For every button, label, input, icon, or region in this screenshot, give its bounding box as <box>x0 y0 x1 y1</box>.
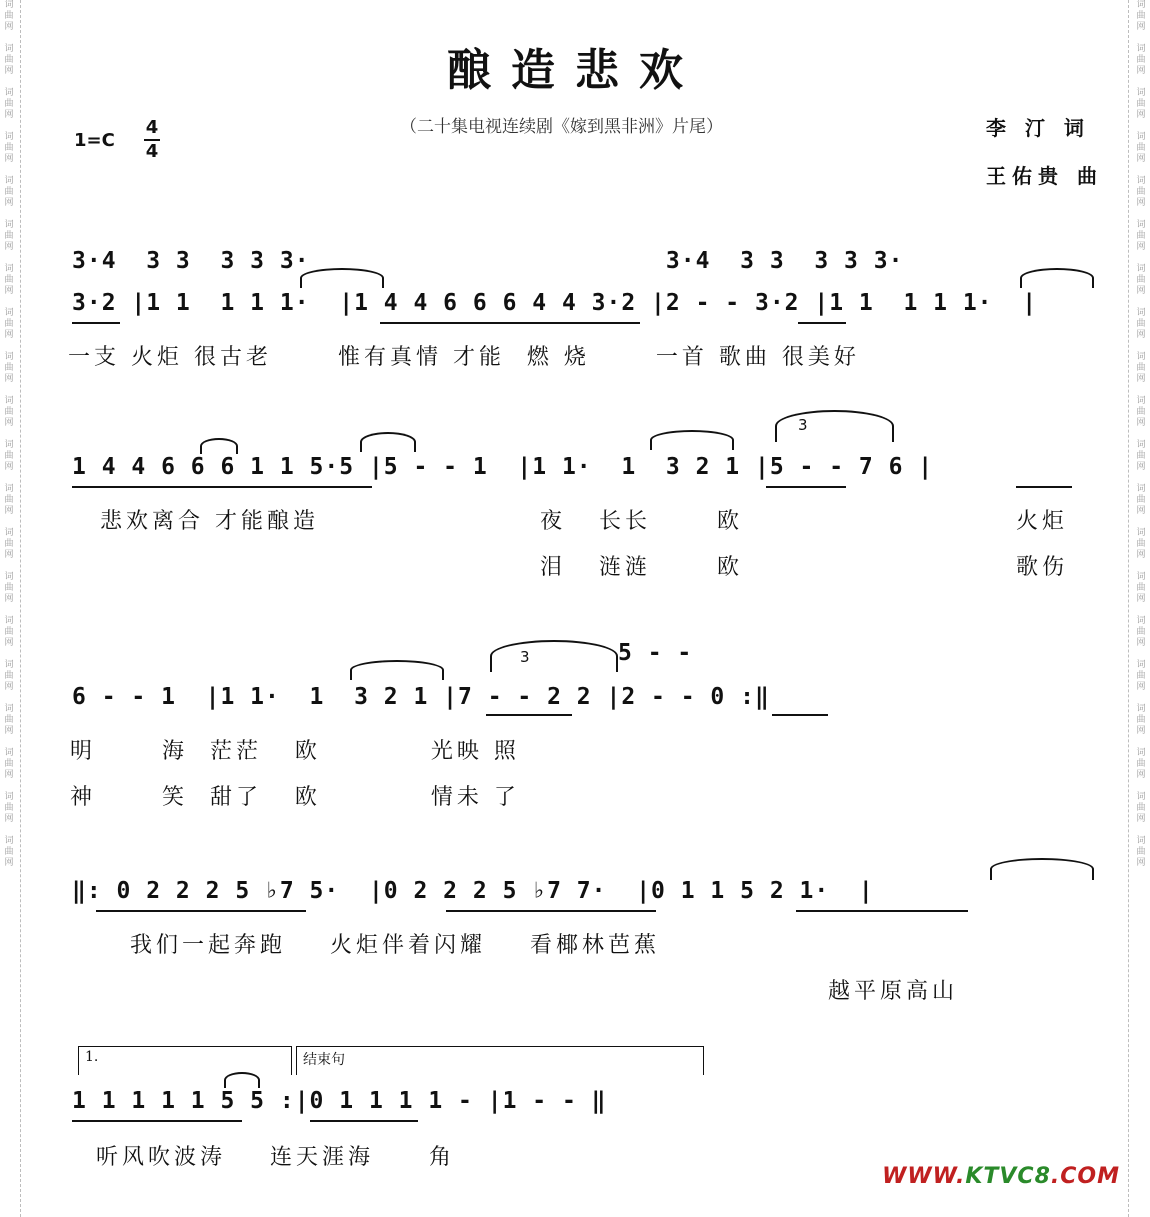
system1-beam <box>380 322 640 324</box>
song-subtitle: （二十集电视连续剧《嫁到黑非洲》片尾） <box>400 117 723 137</box>
system5-notes: 1 1 1 1 1 5 5 :|0 1 1 1 1 - |1 - - ‖ <box>72 1088 607 1114</box>
system1-beam <box>798 322 846 324</box>
system4-beam <box>446 910 656 912</box>
system4-notes: ‖: 0 2 2 2 5 ♭7 5· |0 2 2 2 5 ♭7 7· |0 1 1 5 2 1· | <box>72 878 874 904</box>
system1-lyrics: 一支 火炬 很古老 惟有真情 才能 燃 烧 一首 歌曲 很美好 <box>68 345 860 370</box>
right-border <box>1128 0 1129 1217</box>
system2-lyrics-verse2: 泪 涟涟 欧 <box>540 555 743 580</box>
system5-lyrics: 听风吹波涛 连天涯海 角 <box>96 1145 455 1170</box>
system2-beam <box>72 486 372 488</box>
system2-slur-b <box>360 432 416 452</box>
system2-lyrics-verse1: 夜 长长 欧 <box>540 509 743 534</box>
system3-lyrics-verse2: 神 笑 甜了 欧 情未 了 <box>70 785 520 810</box>
system3-triplet-mark: 3 <box>520 648 534 666</box>
system2-lyrics-end1: 火炬 <box>1016 509 1069 534</box>
system3-upper-notes: 5 - - <box>618 640 693 666</box>
system1-slur-a <box>300 268 384 288</box>
system2-slur-d <box>775 410 894 442</box>
system2-beam <box>1016 486 1072 488</box>
system3-lyrics-verse1: 明 海 茫茫 欧 光映 照 <box>70 739 520 764</box>
system1-beam <box>72 322 120 324</box>
composer-credit: 王佑贵 曲 <box>986 164 1103 188</box>
system4-lyrics-verse2: 越平原高山 <box>828 979 959 1004</box>
song-title: 酿造悲欢 <box>447 45 703 96</box>
system2-lyrics-line1: 悲欢离合 才能酿造 <box>100 509 319 534</box>
left-border <box>20 0 21 1217</box>
side-watermark-left: 词 曲 网 词 曲 网 词 曲 网 词 曲 网 词 曲 网 词 曲 网 词 曲 网 词 曲 网 词 曲 网 词 曲 网 词 曲 网 词 曲 网 词 曲 网 词 曲 网 词 曲 网 词 曲 网 词 曲 网 词 曲 网 词 曲 网 词 曲 网 <box>4 0 14 868</box>
first-ending-bracket <box>78 1046 292 1075</box>
ending-phrase-bracket <box>296 1046 704 1075</box>
system3-notes: 6 - - 1 |1 1· 1 3 2 1 |7 - - 2 2 |2 - - 0 :‖ <box>72 684 770 710</box>
time-numerator: 4 <box>145 117 159 138</box>
system2-notes: 1 4 4 6 6 6 1 1 5·5 |5 - - 1 |1 1· 1 3 2 1 |5 - - 7 6 | <box>72 454 934 480</box>
system3-slur-b <box>490 640 618 672</box>
system4-lyrics-verse1: 我们一起奔跑 火炬伴着闪耀 看椰林芭蕉 <box>130 933 660 958</box>
system2-slur-c <box>650 430 734 450</box>
system5-beam <box>310 1120 418 1122</box>
system5-beam <box>72 1120 242 1122</box>
system4-slur <box>990 858 1094 880</box>
system2-slur-a <box>200 438 238 454</box>
system3-beam <box>486 714 572 716</box>
system3-slur-a <box>350 660 444 680</box>
system3-beam <box>772 714 828 716</box>
system2-triplet-mark: 3 <box>798 416 812 434</box>
system1-slur-b <box>1020 268 1094 288</box>
site-watermark: WWW.KTVC8.COM <box>882 1164 1120 1189</box>
system5-slur <box>224 1072 260 1088</box>
system4-beam <box>96 910 306 912</box>
system1-upper-notes: 3·4 3 3 3 3 3· 3·4 3 3 3 3 3· <box>72 248 904 274</box>
time-signature <box>144 118 160 162</box>
first-ending-label: 1. <box>85 1049 99 1065</box>
key-signature: 1=C <box>74 130 115 151</box>
system2-lyrics-end2: 歌伤 <box>1016 555 1069 580</box>
lyricist-credit: 李 汀 词 <box>986 116 1090 140</box>
system4-beam <box>796 910 968 912</box>
side-watermark-right: 词 曲 网 词 曲 网 词 曲 网 词 曲 网 词 曲 网 词 曲 网 词 曲 网 词 曲 网 词 曲 网 词 曲 网 词 曲 网 词 曲 网 词 曲 网 词 曲 网 词 曲 网 词 曲 网 词 曲 网 词 曲 网 词 曲 网 词 曲 网 <box>1136 0 1146 868</box>
system1-notes: 3·2 |1 1 1 1 1· |1 4 4 6 6 6 4 4 3·2 |2 - - 3·2 |1 1 1 1 1· | <box>72 290 1038 316</box>
ending-phrase-label: 结束句 <box>303 1052 345 1068</box>
time-denominator: 4 <box>145 141 159 162</box>
system2-beam <box>766 486 846 488</box>
